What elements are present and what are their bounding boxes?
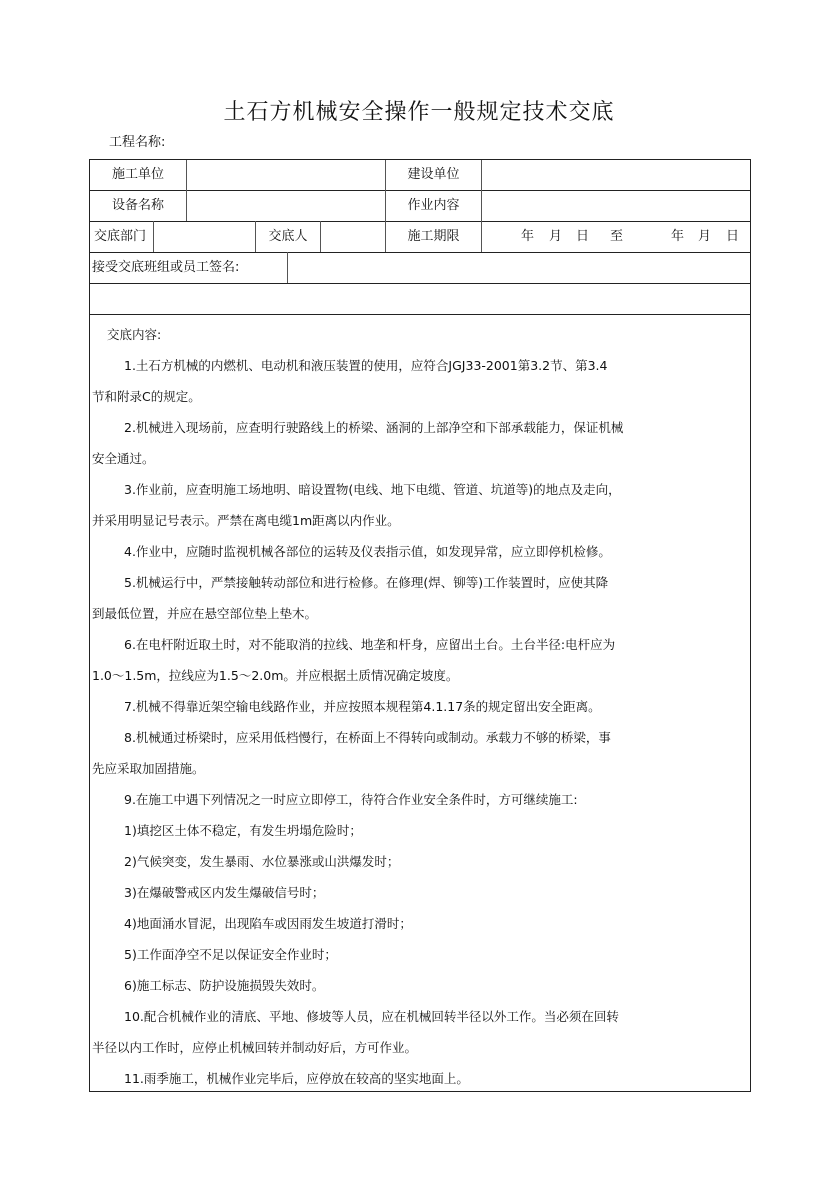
equipment-name-label: 设备名称 (111, 198, 164, 213)
to-label: 至 (610, 229, 624, 244)
content-line: 5.机械运行中，严禁接触转动部位和进行检修。在修理(焊、铆等)工作装置时，应使其降 (124, 575, 609, 590)
content-line: 并采用明显记号表示。严禁在离电缆1m距离以内作业。 (92, 513, 400, 528)
equipment-name-field[interactable] (187, 191, 384, 221)
builder-unit-label: 建设单位 (407, 167, 460, 182)
builder-unit-field[interactable] (482, 160, 750, 190)
day-start: 日 (576, 229, 590, 244)
content-line: 4.作业中，应随时监视机械各部位的运转及仪表指示值，如发现异常，应立即停机检修。 (124, 544, 611, 559)
signature-label: 接受交底班组或员工签名: (92, 260, 240, 275)
content-line: 6.在电杆附近取土时，对不能取消的拉线、地垄和杆身，应留出土台。土台半径:电杆应为 (124, 637, 616, 652)
work-content-field[interactable] (482, 191, 750, 221)
disclosure-table (89, 159, 751, 1092)
content-line: 11.雨季施工，机械作业完毕后，应停放在较高的坚实地面上。 (124, 1071, 469, 1086)
content-line: 节和附录C的规定。 (92, 389, 201, 404)
content-heading: 交底内容: (107, 327, 162, 342)
construction-unit-field[interactable] (187, 160, 384, 190)
dept-label: 交底部门 (94, 229, 147, 244)
content-line: 3)在爆破警戒区内发生爆破信号时； (124, 885, 325, 900)
period-label: 施工期限 (407, 229, 460, 244)
content-line: 8.机械通过桥梁时，应采用低档慢行，在桥面上不得转向或制动。承载力不够的桥梁，事 (124, 730, 611, 745)
content-line: 1.0～1.5m，拉线应为1.5～2.0m。并应根据土质情况确定坡度。 (92, 668, 459, 683)
content-line: 1)填挖区土体不稳定，有发生坍塌危险时； (124, 823, 362, 838)
blank-row (90, 284, 750, 314)
content-line: 4)地面涌水冒泥，出现陷车或因雨发生坡道打滑时； (124, 916, 412, 931)
content-line: 5)工作面净空不足以保证安全作业时； (124, 947, 337, 962)
content-line: 半径以内工作时，应停止机械回转并制动好后，方可作业。 (92, 1040, 418, 1055)
content-line: 到最低位置，并应在悬空部位垫上垫木。 (92, 606, 318, 621)
work-content-label: 作业内容 (407, 198, 460, 213)
month-start: 月 (549, 229, 563, 244)
construction-unit-label: 施工单位 (111, 167, 164, 182)
year-end: 年 (671, 229, 685, 244)
signature-field[interactable] (288, 253, 750, 283)
content-line: 1.土石方机械的内燃机、电动机和液压装置的使用，应符合JGJ33-2001第3.2节、第3.4 (124, 358, 608, 373)
document-title: 土石方机械安全操作一般规定技术交底 (223, 100, 615, 125)
day-end: 日 (726, 229, 740, 244)
year-start: 年 (521, 229, 535, 244)
month-end: 月 (698, 229, 712, 244)
content-line: 9.在施工中遇下列情况之一时应立即停工，待符合作业安全条件时，方可继续施工: (124, 792, 578, 807)
content-line: 2)气候突变，发生暴雨、水位暴涨或山洪爆发时； (124, 854, 400, 869)
content-line: 3.作业前，应查明施工场地明、暗设置物(电线、地下电缆、管道、坑道等)的地点及走向， (124, 482, 621, 497)
content-line: 2.机械进入现场前，应查明行驶路线上的桥梁、涵洞的上部净空和下部承载能力，保证机械 (124, 420, 624, 435)
period-field[interactable] (482, 222, 750, 252)
project-name-label: 工程名称: (109, 135, 166, 150)
row-divider (90, 314, 750, 315)
content-line: 10.配合机械作业的清底、平地、修坡等人员，应在机械回转半径以外工作。当必须在回转 (124, 1009, 619, 1024)
content-line: 7.机械不得靠近架空输电线路作业，并应按照本规程第4.1.17条的规定留出安全距离。 (124, 699, 601, 714)
person-label: 交底人 (268, 229, 308, 244)
content-line: 先应采取加固措施。 (92, 761, 205, 776)
dept-field[interactable] (154, 222, 254, 252)
person-field[interactable] (321, 222, 384, 252)
content-line: 6)施工标志、防护设施损毁失效时。 (124, 978, 325, 993)
content-line: 安全通过。 (92, 451, 155, 466)
